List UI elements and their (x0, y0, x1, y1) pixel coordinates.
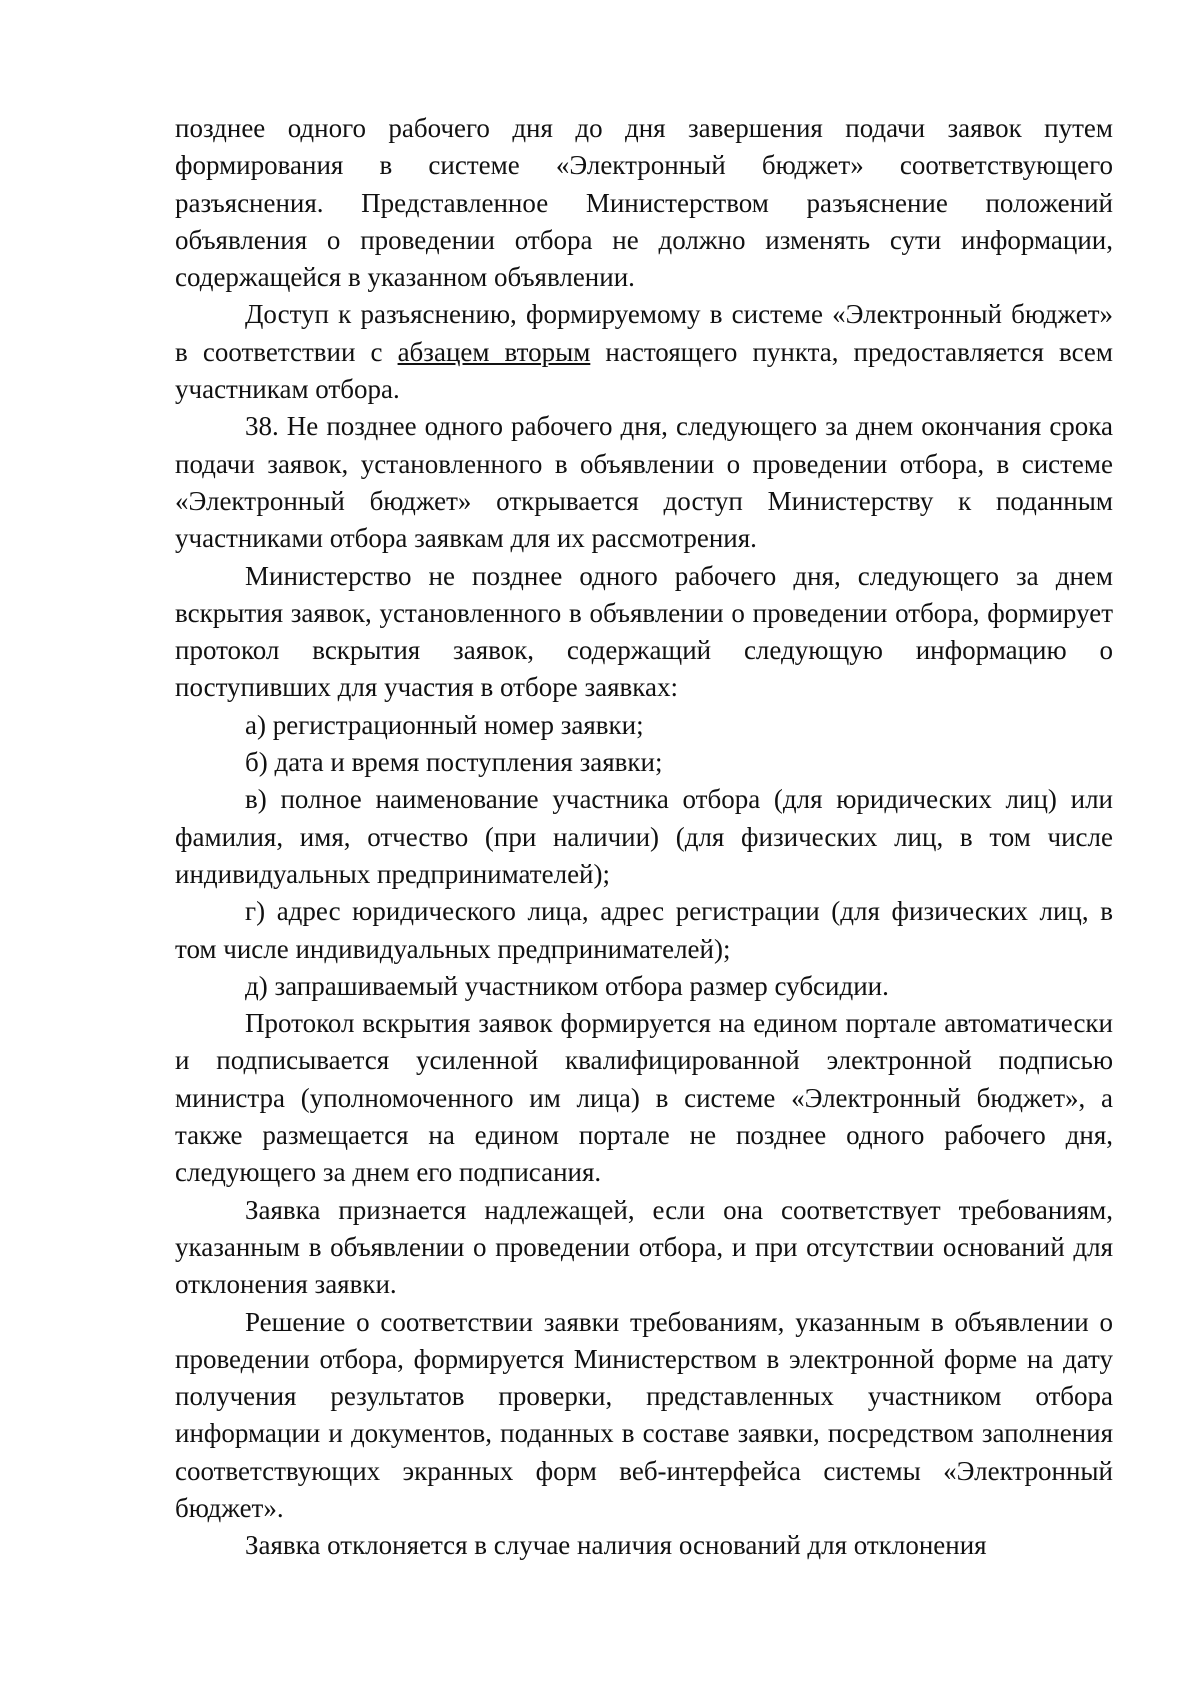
paragraph-access (175, 296, 1113, 408)
paragraph-protocol-info: Министерство не позднее одного рабочего дня, следующего за днем вскрытия заявок, установленного в объявлении о проведении отбора, формирует протокол вскрытия заявок, содержащий следующую информацию о поступивших для участия в отборе заявках: (175, 560, 1113, 703)
paragraph-rejection: Заявка отклоняется в случае наличия оснований для отклонения (245, 1530, 987, 1561)
paragraph-access-text-after: настоящего пункта, предоставляется всем участникам отбора. (175, 336, 1114, 405)
paragraph-application-proper: Заявка признается надлежащей, если она соответствует требованиям, указанным в объявлении о проведении отбора, и при отсутствии оснований для отклонения заявки. (175, 1194, 1113, 1300)
document-page (175, 110, 1113, 1565)
list-item-d: д) запрашиваемый участником отбора размер субсидии. (245, 970, 889, 1001)
list-item-b: б) дата и время поступления заявки; (245, 747, 663, 778)
paragraph-continuation: позднее одного рабочего дня до дня завершения подачи заявок путем формирования в системе «Электронный бюджет» соответствующего разъяснения. Представленное Министерством разъяснение положений объявления о проведении отбора не должно изменять сути информации, содержащейся в указанном объявлении. (175, 113, 1113, 293)
list-item-g: г) адрес юридического лица, адрес регистрации (для физических лиц, в том числе индивидуальных предпринимателей); (175, 896, 1113, 964)
paragraph-protocol-signing: Протокол вскрытия заявок формируется на едином портале автоматически и подписывается усиленной квалифицированной электронной подписью министра (уполномоченного им лица) в системе «Электронный бюджет», а также размещается на едином портале не позднее одного рабочего дня, следующего за днем его подписания. (175, 1008, 1113, 1188)
paragraph-reference-link[interactable]: абзацем вторым (397, 336, 591, 367)
list-item-a: а) регистрационный номер заявки; (245, 709, 644, 740)
paragraph-item-38: 38. Не позднее одного рабочего дня, следующего за днем окончания срока подачи заявок, установленного в объявлении о проведении отбора, в системе «Электронный бюджет» открывается доступ Министерству к поданным участниками отбора заявкам для их рассмотрения. (175, 411, 1113, 554)
paragraph-access-text-before: Доступ к разъяснению, формируемому в системе «Электронный бюджет» в соответствии с (175, 299, 1113, 367)
paragraph-compliance-decision: Решение о соответствии заявки требованиям, указанным в объявлении о проведении отбора, формируется Министерством в электронной форме на дату получения результатов проверки, представленных участником отбора информации и документов, поданных в составе заявки, посредством заполнения соответствующих экранных форм веб-интерфейса системы «Электронный бюджет». (175, 1306, 1113, 1523)
list-item-v: в) полное наименование участника отбора (для юридических лиц) или фамилия, имя, отчество (при наличии) (для физических лиц, в том числе индивидуальных предпринимателей); (175, 784, 1113, 889)
